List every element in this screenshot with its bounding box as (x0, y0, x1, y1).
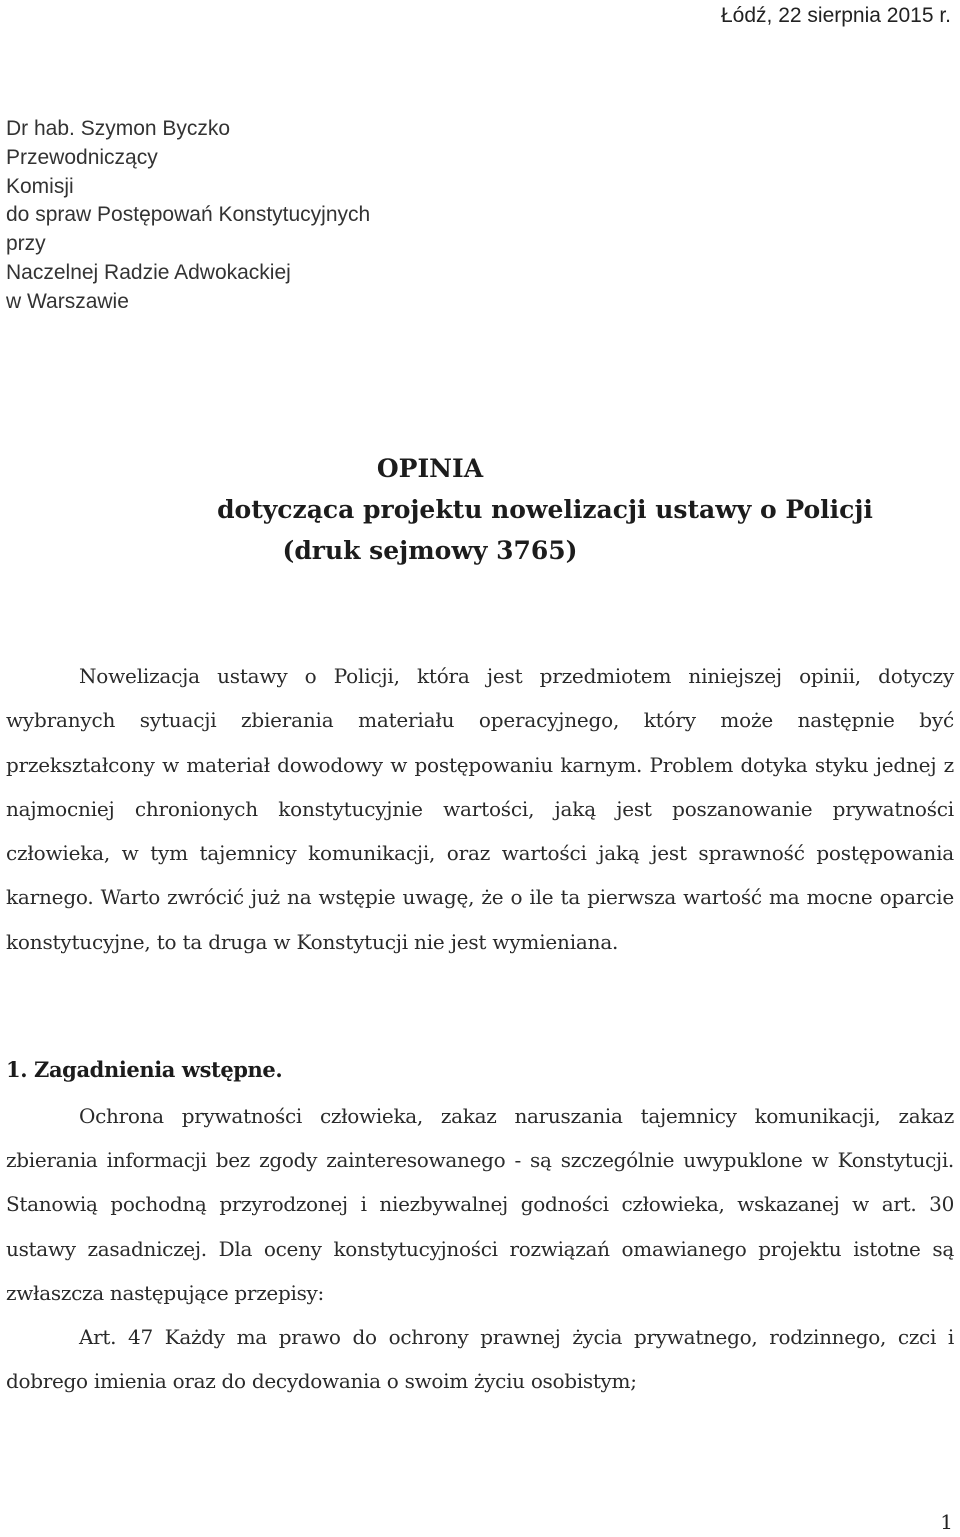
section-paragraph: Ochrona prywatności człowieka, zakaz naruszania tajemnicy komunikacji, zakaz zbierania informacji bez zgody zainteresowanego - są szczególnie uwypuklone w Konstytucji. Stanowią pochodną przyrodzonej i niezbywalnej godności człowieka, wskazanej w art. 30 ustawy zasadniczej. Dla oceny konstytucyjności rozwiązań omawianego projektu istotne są zwłaszcza następujące przepisy: (6, 1104, 954, 1305)
intro-text: Nowelizacja ustawy o Policji, która jest przedmiotem niniejszej opinii, dotyczy wybranych sytuacji zbierania materiału operacyjnego, który może następnie być przekształcony w materiał dowodowy w postępowaniu karnym. Problem dotyka styku jednej z najmocniej chronionych konstytucyjnie wartości, jaką jest poszanowanie prywatności człowieka, w tym tajemnicy komunikacji, oraz wartości jaką jest sprawność postępowania karnego. Warto zwrócić już na wstępie uwagę, że o ile ta pierwsza wartość ma mocne oparcie konstytucyjne, to ta druga w Konstytucji nie jest wymieniana. (6, 664, 954, 954)
document-title (0, 448, 960, 571)
page-number: 1 (940, 1510, 953, 1534)
addressee-line: Dr hab. Szymon Byczko (6, 117, 231, 140)
addressee-line: Przewodniczący (6, 145, 158, 169)
section-body (6, 1094, 954, 1403)
addressee-line: Naczelnej Radzie Adwokackiej (6, 260, 291, 284)
title-opinia: OPINIA (376, 454, 484, 483)
intro-paragraph (6, 654, 954, 964)
addressee-line: przy (6, 232, 46, 256)
title-subject: dotycząca projektu nowelizacji ustawy o Policji (217, 495, 873, 524)
article-47-quote: Art. 47 Każdy ma prawo do ochrony prawnej życia prywatnego, rodzinnego, czci i dobrego imienia oraz do decydowania o swoim życiu osobistym; (6, 1325, 954, 1394)
addressee-block (6, 115, 370, 317)
letter-date: Łódź, 22 sierpnia 2015 r. (721, 4, 951, 27)
addressee-line: Komisji (6, 174, 74, 198)
title-print-number: (druk sejmowy 3765) (282, 536, 578, 565)
addressee-line: do spraw Postępowań Konstytucyjnych (6, 203, 371, 227)
addressee-line: w Warszawie (6, 289, 129, 313)
section-heading: 1. Zagadnienia wstępne. (6, 1057, 283, 1082)
